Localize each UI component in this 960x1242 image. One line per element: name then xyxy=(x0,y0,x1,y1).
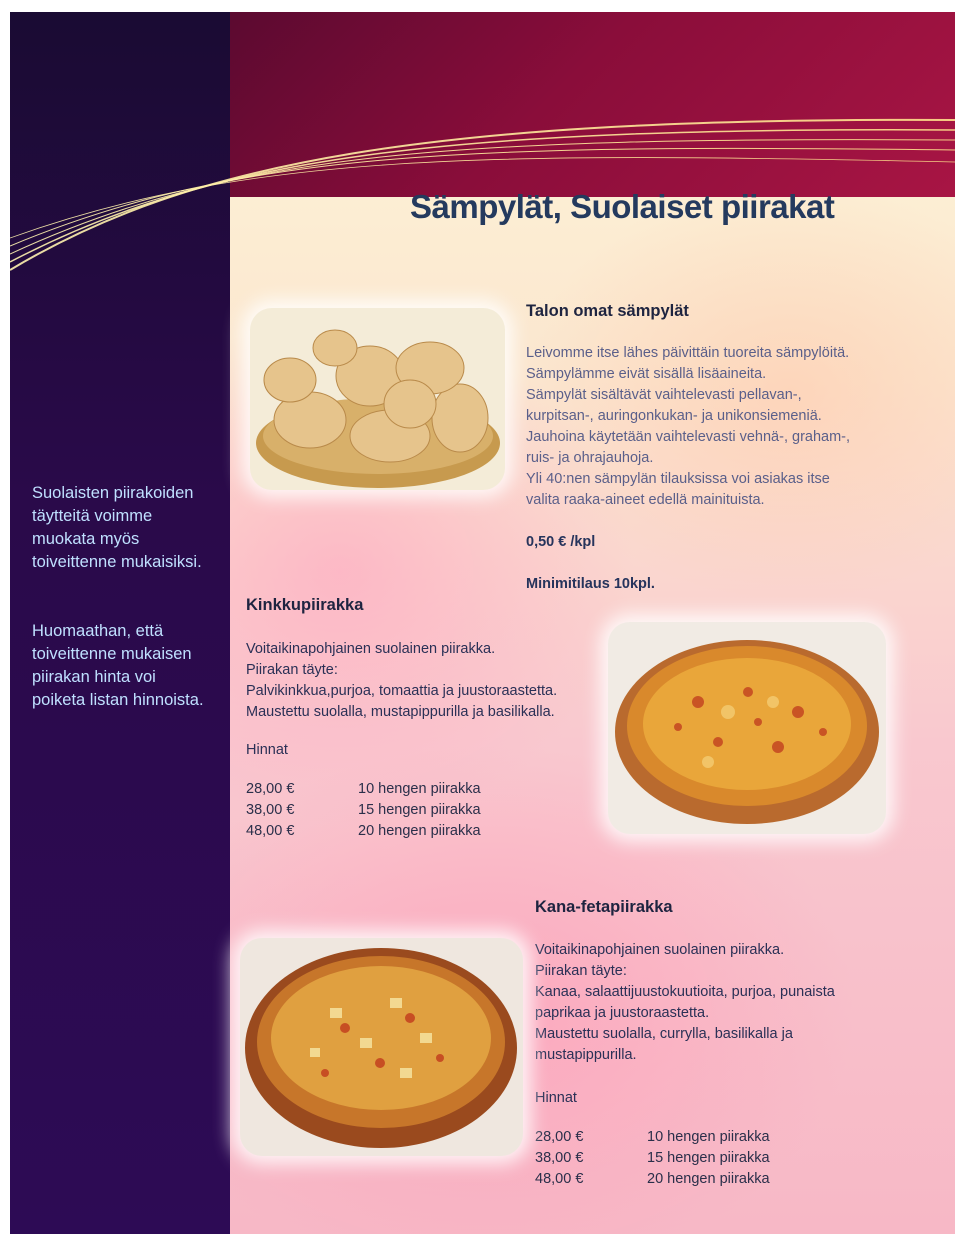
kana-line: mustapippurilla. xyxy=(535,1047,637,1063)
kinkku-heading: Kinkkupiirakka xyxy=(246,596,364,614)
menu-page xyxy=(10,12,955,1234)
kinkku-line: Piirakan täyte: xyxy=(246,662,338,678)
price-row xyxy=(535,1169,770,1190)
price-row xyxy=(246,779,481,800)
sampylat-line: Leivomme itse lähes päivittäin tuoreita sämpylöitä. xyxy=(526,345,850,361)
sampylat-line: kurpitsan-, auringonkukan- ja unikonsiemeniä. xyxy=(526,408,822,424)
kinkku-line: Voitaikinapohjainen suolainen piirakka. xyxy=(246,641,496,657)
kana-line: Piirakan täyte: xyxy=(535,963,627,979)
price-value: 38,00 € xyxy=(535,1150,584,1166)
kana-line: Maustettu suolalla, currylla, basilikalla ja xyxy=(535,1026,793,1042)
price-value: 28,00 € xyxy=(246,781,295,797)
kana-line: Voitaikinapohjainen suolainen piirakka. xyxy=(535,942,785,958)
kinkku-line: Maustettu suolalla, mustapippurilla ja basilikalla. xyxy=(246,704,555,720)
price-row xyxy=(246,800,481,821)
price-value: 28,00 € xyxy=(535,1129,584,1145)
kinkku-line: Palvikinkkua,purjoa, tomaattia ja juustoraastetta. xyxy=(246,683,558,699)
sampylat-heading: Talon omat sämpylät xyxy=(526,302,689,320)
sampylat-line: Jauhoina käytetään vaihtelevasti vehnä-, graham-, xyxy=(526,429,851,445)
price-value: 38,00 € xyxy=(246,802,295,818)
kana-prices-heading: Hinnat xyxy=(535,1090,577,1106)
price-row xyxy=(535,1148,770,1169)
sampylat-line: valita raaka-aineet edellä mainituista. xyxy=(526,492,765,508)
kana-line: paprikaa ja juustoraastetta. xyxy=(535,1005,710,1021)
kana-line: Kanaa, salaattijuustokuutioita, purjoa, punaista xyxy=(535,984,835,1000)
ham-pie-photo xyxy=(608,622,886,834)
price-size: 15 hengen piirakka xyxy=(647,1150,770,1166)
price-size: 10 hengen piirakka xyxy=(647,1129,770,1145)
chicken-feta-pie-photo xyxy=(240,938,523,1156)
price-value: 48,00 € xyxy=(246,823,295,839)
sidebar-note-customize: Suolaisten piirakoiden täytteitä voimme muokata myös toiveittenne mukaisiksi. xyxy=(32,484,202,571)
sampylat-line: Sämpylät sisältävät vaihtelevasti pellavan-, xyxy=(526,387,802,403)
decorative-swoosh xyxy=(10,12,955,272)
kinkku-description xyxy=(246,639,557,723)
sampylat-price: 0,50 € /kpl xyxy=(526,534,596,550)
price-size: 15 hengen piirakka xyxy=(358,802,481,818)
kana-description xyxy=(535,940,835,1066)
sidebar-note-price: Huomaathan, että toiveittenne mukaisen piirakan hinta voi poiketa listan hinnoista. xyxy=(32,622,204,709)
sampylat-line: Yli 40:nen sämpylän tilauksissa voi asiakas itse xyxy=(526,471,830,487)
price-size: 20 hengen piirakka xyxy=(647,1171,770,1187)
bread-rolls-photo xyxy=(250,308,505,490)
kinkku-prices-heading: Hinnat xyxy=(246,742,288,758)
kana-price-list xyxy=(535,1127,770,1190)
page-title: Sämpylät, Suolaiset piirakat xyxy=(410,188,835,225)
sampylat-line: Sämpylämme eivät sisällä lisäaineita. xyxy=(526,366,767,382)
sampylat-min-order: Minimitilaus 10kpl. xyxy=(526,576,655,592)
kinkku-price-list xyxy=(246,779,481,842)
price-row xyxy=(246,821,481,842)
price-value: 48,00 € xyxy=(535,1171,584,1187)
sampylat-line: ruis- ja ohrajauhoja. xyxy=(526,450,654,466)
sampylat-description xyxy=(526,343,850,511)
price-size: 20 hengen piirakka xyxy=(358,823,481,839)
price-row xyxy=(535,1127,770,1148)
kana-heading: Kana-fetapiirakka xyxy=(535,898,673,916)
price-size: 10 hengen piirakka xyxy=(358,781,481,797)
